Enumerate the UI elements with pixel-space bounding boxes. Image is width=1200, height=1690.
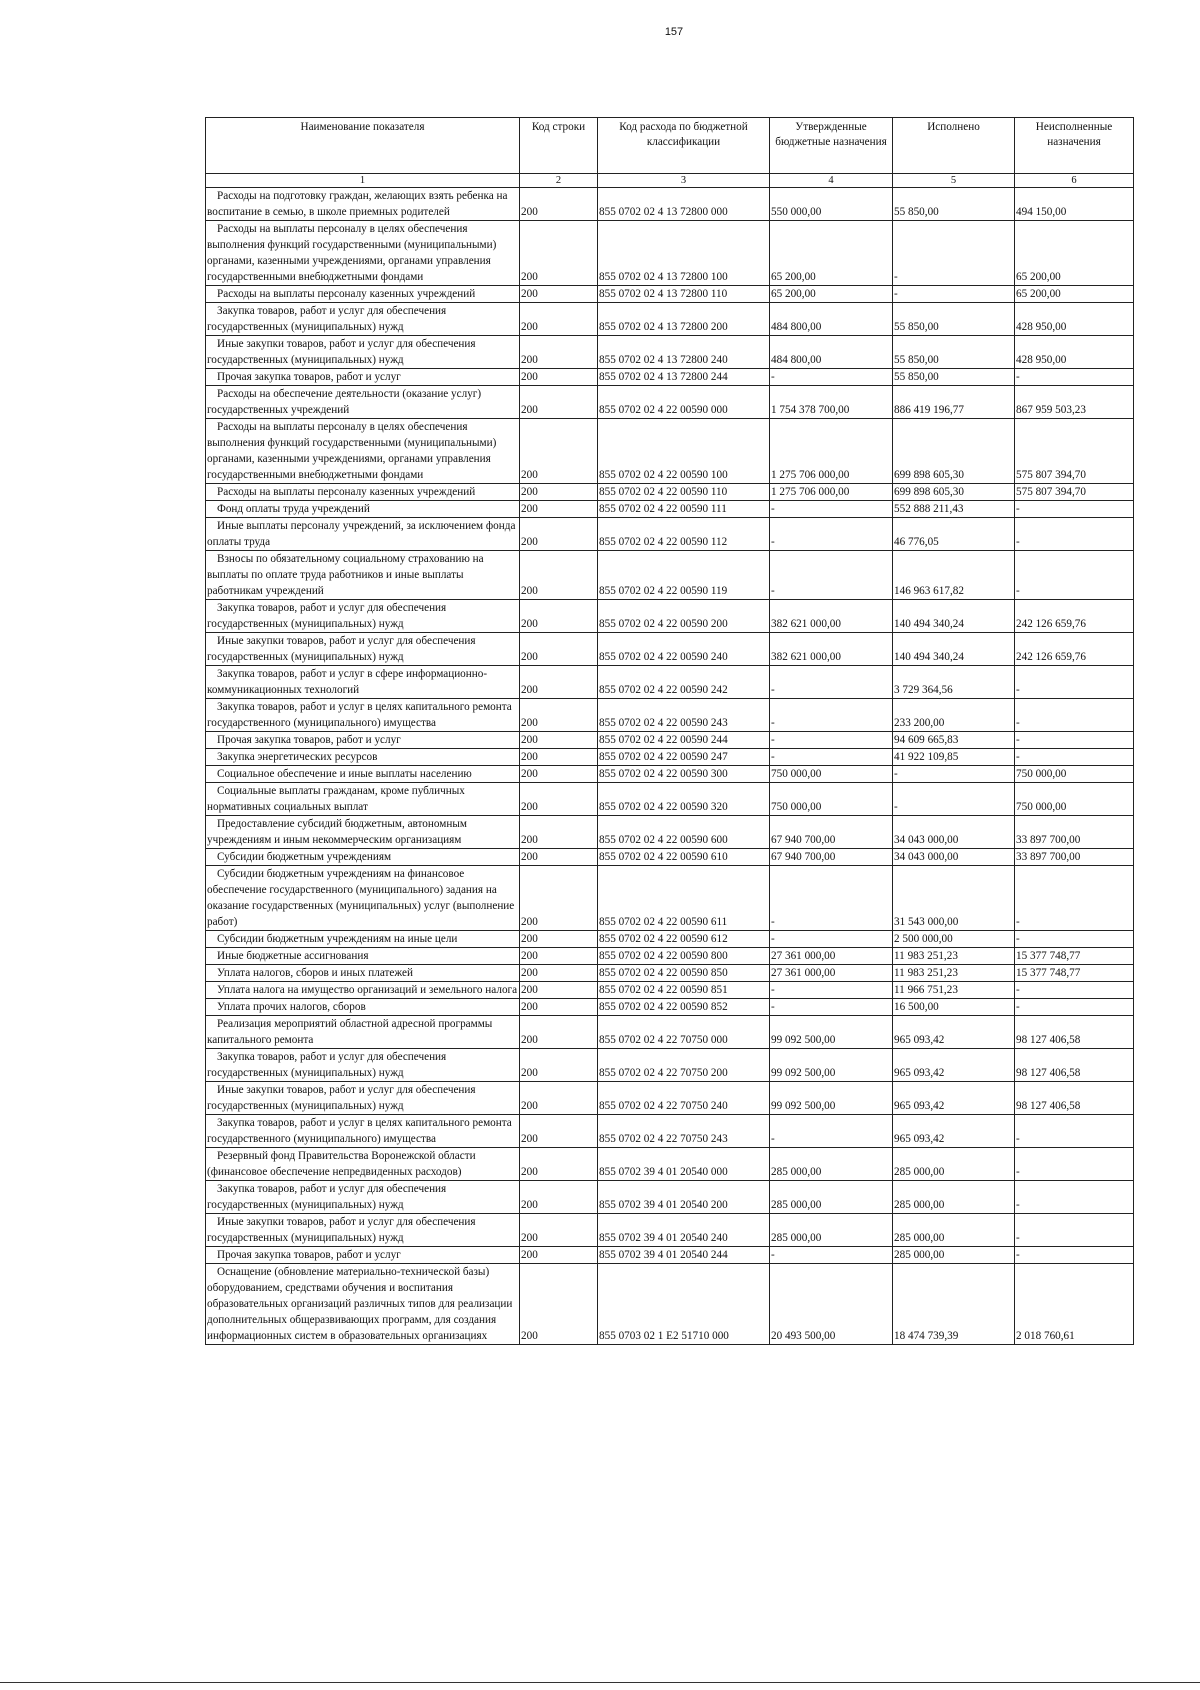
row-line-code: 200 xyxy=(520,1247,598,1264)
row-approved: - xyxy=(770,699,893,732)
row-approved: - xyxy=(770,866,893,931)
row-name: Иные выплаты персоналу учреждений, за исключением фонда оплаты труда xyxy=(206,518,520,551)
row-budget-code: 855 0702 02 4 22 00590 240 xyxy=(598,633,770,666)
row-approved: - xyxy=(770,666,893,699)
column-number: 3 xyxy=(598,174,770,188)
row-line-code: 200 xyxy=(520,931,598,948)
row-approved: 484 800,00 xyxy=(770,303,893,336)
row-unexecuted: - xyxy=(1015,501,1134,518)
table-row xyxy=(206,1181,1134,1214)
row-executed: 34 043 000,00 xyxy=(893,816,1015,849)
row-approved: 99 092 500,00 xyxy=(770,1016,893,1049)
row-unexecuted: 750 000,00 xyxy=(1015,783,1134,816)
row-name: Предоставление субсидий бюджетным, автономным учреждениям и иным некоммерческим организациям xyxy=(206,816,520,849)
row-name: Закупка товаров, работ и услуг для обеспечения государственных (муниципальных) нужд xyxy=(206,1049,520,1082)
table-row xyxy=(206,849,1134,866)
row-budget-code: 855 0702 02 4 22 00590 610 xyxy=(598,849,770,866)
row-line-code: 200 xyxy=(520,866,598,931)
row-name: Прочая закупка товаров, работ и услуг xyxy=(206,1247,520,1264)
row-line-code: 200 xyxy=(520,749,598,766)
table-row xyxy=(206,666,1134,699)
row-name: Уплата прочих налогов, сборов xyxy=(206,999,520,1016)
table-row xyxy=(206,1115,1134,1148)
row-line-code: 200 xyxy=(520,849,598,866)
row-budget-code: 855 0702 02 4 22 00590 247 xyxy=(598,749,770,766)
row-name: Закупка товаров, работ и услуг в сфере информационно-коммуникационных технологий xyxy=(206,666,520,699)
row-budget-code: 855 0702 02 4 22 00590 111 xyxy=(598,501,770,518)
row-budget-code: 855 0702 02 4 22 00590 300 xyxy=(598,766,770,783)
row-approved: 382 621 000,00 xyxy=(770,633,893,666)
row-line-code: 200 xyxy=(520,188,598,221)
row-executed: 140 494 340,24 xyxy=(893,600,1015,633)
row-executed: - xyxy=(893,783,1015,816)
row-unexecuted: 750 000,00 xyxy=(1015,766,1134,783)
row-name: Реализация мероприятий областной адресной программы капитального ремонта xyxy=(206,1016,520,1049)
row-unexecuted: 575 807 394,70 xyxy=(1015,484,1134,501)
row-unexecuted: 15 377 748,77 xyxy=(1015,948,1134,965)
row-approved: 750 000,00 xyxy=(770,766,893,783)
row-unexecuted: - xyxy=(1015,1148,1134,1181)
row-unexecuted: 242 126 659,76 xyxy=(1015,600,1134,633)
row-approved: 67 940 700,00 xyxy=(770,849,893,866)
header-unexecuted: Неисполненные назначения xyxy=(1015,118,1134,174)
row-approved: 65 200,00 xyxy=(770,221,893,286)
table-body xyxy=(206,188,1134,1345)
row-name: Закупка товаров, работ и услуг в целях капитального ремонта государственного (муниципального) имущества xyxy=(206,699,520,732)
row-line-code: 200 xyxy=(520,501,598,518)
row-unexecuted: 494 150,00 xyxy=(1015,188,1134,221)
row-unexecuted: - xyxy=(1015,369,1134,386)
row-budget-code: 855 0702 02 4 22 00590 611 xyxy=(598,866,770,931)
row-approved: 27 361 000,00 xyxy=(770,965,893,982)
row-unexecuted: - xyxy=(1015,866,1134,931)
row-unexecuted: 65 200,00 xyxy=(1015,286,1134,303)
row-executed: 18 474 739,39 xyxy=(893,1264,1015,1345)
row-name: Расходы на подготовку граждан, желающих взять ребенка на воспитание в семью, в школе приемных родителей xyxy=(206,188,520,221)
row-executed: 285 000,00 xyxy=(893,1247,1015,1264)
table-row xyxy=(206,1148,1134,1181)
row-unexecuted: - xyxy=(1015,699,1134,732)
row-budget-code: 855 0702 39 4 01 20540 244 xyxy=(598,1247,770,1264)
row-executed: 699 898 605,30 xyxy=(893,484,1015,501)
row-executed: 34 043 000,00 xyxy=(893,849,1015,866)
row-executed: 285 000,00 xyxy=(893,1148,1015,1181)
row-approved: - xyxy=(770,501,893,518)
column-number: 1 xyxy=(206,174,520,188)
row-budget-code: 855 0702 02 4 22 70750 243 xyxy=(598,1115,770,1148)
row-name: Резервный фонд Правительства Воронежской области (финансовое обеспечение непредвиденных расходов) xyxy=(206,1148,520,1181)
row-approved: - xyxy=(770,518,893,551)
row-unexecuted: - xyxy=(1015,666,1134,699)
row-approved: 382 621 000,00 xyxy=(770,600,893,633)
row-name: Социальное обеспечение и иные выплаты населению xyxy=(206,766,520,783)
row-name: Иные закупки товаров, работ и услуг для обеспечения государственных (муниципальных) нужд xyxy=(206,633,520,666)
row-budget-code: 855 0702 02 4 22 00590 612 xyxy=(598,931,770,948)
row-name: Расходы на выплаты персоналу в целях обеспечения выполнения функций государственными (муниципальными) органами, казенными учреждениями, органами управления государственными внебюджетными фондами xyxy=(206,221,520,286)
row-line-code: 200 xyxy=(520,816,598,849)
row-budget-code: 855 0702 39 4 01 20540 000 xyxy=(598,1148,770,1181)
row-budget-code: 855 0702 02 4 22 00590 110 xyxy=(598,484,770,501)
column-number-row xyxy=(206,174,1134,188)
row-executed: 46 776,05 xyxy=(893,518,1015,551)
table-row xyxy=(206,982,1134,999)
header-executed: Исполнено xyxy=(893,118,1015,174)
table-row xyxy=(206,866,1134,931)
row-name: Уплата налога на имущество организаций и земельного налога xyxy=(206,982,520,999)
row-executed: 965 093,42 xyxy=(893,1049,1015,1082)
row-executed: 552 888 211,43 xyxy=(893,501,1015,518)
table-row xyxy=(206,766,1134,783)
row-line-code: 200 xyxy=(520,948,598,965)
row-name: Закупка энергетических ресурсов xyxy=(206,749,520,766)
row-line-code: 200 xyxy=(520,303,598,336)
row-line-code: 200 xyxy=(520,600,598,633)
row-executed: - xyxy=(893,221,1015,286)
row-approved: - xyxy=(770,749,893,766)
row-unexecuted: - xyxy=(1015,1115,1134,1148)
table-row xyxy=(206,999,1134,1016)
row-budget-code: 855 0702 02 4 22 00590 000 xyxy=(598,386,770,419)
row-budget-code: 855 0702 02 4 22 00590 119 xyxy=(598,551,770,600)
row-budget-code: 855 0702 02 4 22 70750 200 xyxy=(598,1049,770,1082)
row-unexecuted: - xyxy=(1015,1181,1134,1214)
row-line-code: 200 xyxy=(520,286,598,303)
row-executed: 41 922 109,85 xyxy=(893,749,1015,766)
row-name: Расходы на обеспечение деятельности (оказание услуг) государственных учреждений xyxy=(206,386,520,419)
row-name: Оснащение (обновление материально-технической базы) оборудованием, средствами обучения и воспитания образовательных организаций различных типов для реализации дополнительных общеразвивающих программ, для создания информационных систем в образовательных организациях xyxy=(206,1264,520,1345)
row-budget-code: 855 0702 02 4 22 00590 850 xyxy=(598,965,770,982)
header-code: Код расхода по бюджетной классификации xyxy=(598,118,770,174)
row-executed: 55 850,00 xyxy=(893,188,1015,221)
row-approved: 285 000,00 xyxy=(770,1148,893,1181)
row-executed: 55 850,00 xyxy=(893,369,1015,386)
row-name: Субсидии бюджетным учреждениям xyxy=(206,849,520,866)
row-executed: 285 000,00 xyxy=(893,1181,1015,1214)
row-name: Закупка товаров, работ и услуг для обеспечения государственных (муниципальных) нужд xyxy=(206,1181,520,1214)
row-executed: 2 500 000,00 xyxy=(893,931,1015,948)
row-name: Иные закупки товаров, работ и услуг для обеспечения государственных (муниципальных) нужд xyxy=(206,1082,520,1115)
row-executed: 699 898 605,30 xyxy=(893,419,1015,484)
row-unexecuted: - xyxy=(1015,1247,1134,1264)
row-line-code: 200 xyxy=(520,369,598,386)
row-line-code: 200 xyxy=(520,783,598,816)
row-unexecuted: 98 127 406,58 xyxy=(1015,1049,1134,1082)
row-name: Иные закупки товаров, работ и услуг для обеспечения государственных (муниципальных) нужд xyxy=(206,336,520,369)
row-line-code: 200 xyxy=(520,1082,598,1115)
row-budget-code: 855 0702 02 4 22 70750 240 xyxy=(598,1082,770,1115)
row-executed: - xyxy=(893,286,1015,303)
table-row xyxy=(206,783,1134,816)
table-row xyxy=(206,484,1134,501)
header-row xyxy=(206,118,1134,174)
row-budget-code: 855 0702 02 4 22 00590 800 xyxy=(598,948,770,965)
table-row xyxy=(206,221,1134,286)
row-name: Прочая закупка товаров, работ и услуг xyxy=(206,732,520,749)
row-line-code: 200 xyxy=(520,1214,598,1247)
row-name: Закупка товаров, работ и услуг для обеспечения государственных (муниципальных) нужд xyxy=(206,303,520,336)
row-unexecuted: 33 897 700,00 xyxy=(1015,849,1134,866)
table-row xyxy=(206,948,1134,965)
table-row xyxy=(206,551,1134,600)
row-approved: 1 754 378 700,00 xyxy=(770,386,893,419)
row-budget-code: 855 0702 02 4 22 70750 000 xyxy=(598,1016,770,1049)
row-unexecuted: 575 807 394,70 xyxy=(1015,419,1134,484)
row-name: Закупка товаров, работ и услуг для обеспечения государственных (муниципальных) нужд xyxy=(206,600,520,633)
row-line-code: 200 xyxy=(520,419,598,484)
row-unexecuted: 98 127 406,58 xyxy=(1015,1016,1134,1049)
row-executed: 55 850,00 xyxy=(893,336,1015,369)
row-executed: 31 543 000,00 xyxy=(893,866,1015,931)
row-approved: - xyxy=(770,732,893,749)
row-name: Субсидии бюджетным учреждениям на финансовое обеспечение государственного (муниципального) задания на оказание государственных (муниципальных) услуг (выполнение работ) xyxy=(206,866,520,931)
table-row xyxy=(206,501,1134,518)
table-row xyxy=(206,1247,1134,1264)
row-line-code: 200 xyxy=(520,982,598,999)
row-line-code: 200 xyxy=(520,1115,598,1148)
row-name: Расходы на выплаты персоналу казенных учреждений xyxy=(206,286,520,303)
row-executed: 965 093,42 xyxy=(893,1016,1015,1049)
report-table xyxy=(205,117,1134,1345)
row-unexecuted: 15 377 748,77 xyxy=(1015,965,1134,982)
row-unexecuted: - xyxy=(1015,999,1134,1016)
row-line-code: 200 xyxy=(520,999,598,1016)
row-budget-code: 855 0702 02 4 22 00590 244 xyxy=(598,732,770,749)
row-approved: 27 361 000,00 xyxy=(770,948,893,965)
header-approved: Утвержденные бюджетные назначения xyxy=(770,118,893,174)
table-row xyxy=(206,419,1134,484)
row-budget-code: 855 0702 02 4 13 72800 200 xyxy=(598,303,770,336)
row-name: Уплата налогов, сборов и иных платежей xyxy=(206,965,520,982)
row-line-code: 200 xyxy=(520,551,598,600)
row-budget-code: 855 0702 02 4 22 00590 100 xyxy=(598,419,770,484)
row-budget-code: 855 0702 02 4 13 72800 244 xyxy=(598,369,770,386)
row-approved: 1 275 706 000,00 xyxy=(770,419,893,484)
header-name: Наименование показателя xyxy=(206,118,520,174)
table-row xyxy=(206,633,1134,666)
page-number: 157 xyxy=(664,26,684,38)
row-approved: 484 800,00 xyxy=(770,336,893,369)
table-row xyxy=(206,303,1134,336)
row-executed: 140 494 340,24 xyxy=(893,633,1015,666)
row-executed: 11 966 751,23 xyxy=(893,982,1015,999)
row-line-code: 200 xyxy=(520,766,598,783)
row-executed: - xyxy=(893,766,1015,783)
table-row xyxy=(206,1082,1134,1115)
row-line-code: 200 xyxy=(520,699,598,732)
row-executed: 146 963 617,82 xyxy=(893,551,1015,600)
row-unexecuted: 2 018 760,61 xyxy=(1015,1264,1134,1345)
row-budget-code: 855 0703 02 1 E2 51710 000 xyxy=(598,1264,770,1345)
row-approved: 99 092 500,00 xyxy=(770,1049,893,1082)
row-unexecuted: 867 959 503,23 xyxy=(1015,386,1134,419)
row-approved: 65 200,00 xyxy=(770,286,893,303)
row-budget-code: 855 0702 02 4 22 00590 852 xyxy=(598,999,770,1016)
row-line-code: 200 xyxy=(520,484,598,501)
table-row xyxy=(206,732,1134,749)
row-unexecuted: - xyxy=(1015,551,1134,600)
table-row xyxy=(206,1016,1134,1049)
row-line-code: 200 xyxy=(520,633,598,666)
row-budget-code: 855 0702 02 4 22 00590 200 xyxy=(598,600,770,633)
row-line-code: 200 xyxy=(520,518,598,551)
row-line-code: 200 xyxy=(520,386,598,419)
row-executed: 285 000,00 xyxy=(893,1214,1015,1247)
row-name: Взносы по обязательному социальному страхованию на выплаты по оплате труда работников и иные выплаты работникам учреждений xyxy=(206,551,520,600)
row-approved: 1 275 706 000,00 xyxy=(770,484,893,501)
row-line-code: 200 xyxy=(520,1264,598,1345)
table-row xyxy=(206,518,1134,551)
row-approved: 99 092 500,00 xyxy=(770,1082,893,1115)
row-line-code: 200 xyxy=(520,1181,598,1214)
row-approved: - xyxy=(770,999,893,1016)
table-row xyxy=(206,1049,1134,1082)
row-budget-code: 855 0702 02 4 22 00590 851 xyxy=(598,982,770,999)
row-line-code: 200 xyxy=(520,221,598,286)
row-executed: 965 093,42 xyxy=(893,1082,1015,1115)
table-row xyxy=(206,286,1134,303)
row-executed: 55 850,00 xyxy=(893,303,1015,336)
row-approved: - xyxy=(770,1115,893,1148)
table-row xyxy=(206,931,1134,948)
row-executed: 233 200,00 xyxy=(893,699,1015,732)
column-number: 5 xyxy=(893,174,1015,188)
table-row xyxy=(206,188,1134,221)
row-unexecuted: - xyxy=(1015,732,1134,749)
row-executed: 16 500,00 xyxy=(893,999,1015,1016)
row-name: Субсидии бюджетным учреждениям на иные цели xyxy=(206,931,520,948)
row-unexecuted: - xyxy=(1015,931,1134,948)
row-approved: 285 000,00 xyxy=(770,1181,893,1214)
row-name: Иные бюджетные ассигнования xyxy=(206,948,520,965)
row-approved: 20 493 500,00 xyxy=(770,1264,893,1345)
table-row xyxy=(206,1264,1134,1345)
row-budget-code: 855 0702 02 4 22 00590 600 xyxy=(598,816,770,849)
row-approved: - xyxy=(770,551,893,600)
row-name: Прочая закупка товаров, работ и услуг xyxy=(206,369,520,386)
table-row xyxy=(206,600,1134,633)
table-row xyxy=(206,749,1134,766)
row-name: Социальные выплаты гражданам, кроме публичных нормативных социальных выплат xyxy=(206,783,520,816)
row-unexecuted: 428 950,00 xyxy=(1015,336,1134,369)
row-line-code: 200 xyxy=(520,732,598,749)
column-number: 6 xyxy=(1015,174,1134,188)
row-executed: 11 983 251,23 xyxy=(893,965,1015,982)
row-name: Закупка товаров, работ и услуг в целях капитального ремонта государственного (муниципального) имущества xyxy=(206,1115,520,1148)
row-executed: 11 983 251,23 xyxy=(893,948,1015,965)
row-budget-code: 855 0702 02 4 13 72800 110 xyxy=(598,286,770,303)
row-unexecuted: 98 127 406,58 xyxy=(1015,1082,1134,1115)
row-budget-code: 855 0702 39 4 01 20540 200 xyxy=(598,1181,770,1214)
row-unexecuted: - xyxy=(1015,749,1134,766)
row-budget-code: 855 0702 02 4 22 00590 243 xyxy=(598,699,770,732)
row-budget-code: 855 0702 02 4 13 72800 240 xyxy=(598,336,770,369)
row-budget-code: 855 0702 02 4 22 00590 112 xyxy=(598,518,770,551)
row-line-code: 200 xyxy=(520,666,598,699)
row-budget-code: 855 0702 02 4 22 00590 242 xyxy=(598,666,770,699)
row-line-code: 200 xyxy=(520,336,598,369)
row-unexecuted: 33 897 700,00 xyxy=(1015,816,1134,849)
row-approved: - xyxy=(770,931,893,948)
table-row xyxy=(206,1214,1134,1247)
row-unexecuted: - xyxy=(1015,1214,1134,1247)
row-line-code: 200 xyxy=(520,965,598,982)
column-number: 4 xyxy=(770,174,893,188)
row-line-code: 200 xyxy=(520,1016,598,1049)
row-budget-code: 855 0702 39 4 01 20540 240 xyxy=(598,1214,770,1247)
row-name: Иные закупки товаров, работ и услуг для обеспечения государственных (муниципальных) нужд xyxy=(206,1214,520,1247)
table-row xyxy=(206,816,1134,849)
row-approved: 285 000,00 xyxy=(770,1214,893,1247)
row-line-code: 200 xyxy=(520,1049,598,1082)
table-row xyxy=(206,699,1134,732)
row-budget-code: 855 0702 02 4 22 00590 320 xyxy=(598,783,770,816)
row-unexecuted: 65 200,00 xyxy=(1015,221,1134,286)
row-executed: 886 419 196,77 xyxy=(893,386,1015,419)
row-approved: 67 940 700,00 xyxy=(770,816,893,849)
row-name: Расходы на выплаты персоналу в целях обеспечения выполнения функций государственными (муниципальными) органами, казенными учреждениями, органами управления государственными внебюджетными фондами xyxy=(206,419,520,484)
column-number: 2 xyxy=(520,174,598,188)
row-unexecuted: 428 950,00 xyxy=(1015,303,1134,336)
row-line-code: 200 xyxy=(520,1148,598,1181)
row-name: Фонд оплаты труда учреждений xyxy=(206,501,520,518)
row-approved: - xyxy=(770,369,893,386)
header-code-row: Код строки xyxy=(520,118,598,174)
row-approved: - xyxy=(770,982,893,999)
row-approved: 550 000,00 xyxy=(770,188,893,221)
row-unexecuted: 242 126 659,76 xyxy=(1015,633,1134,666)
table-row xyxy=(206,336,1134,369)
table-row xyxy=(206,369,1134,386)
page-bottom-rule xyxy=(0,1682,1200,1683)
row-budget-code: 855 0702 02 4 13 72800 100 xyxy=(598,221,770,286)
row-unexecuted: - xyxy=(1015,982,1134,999)
row-unexecuted: - xyxy=(1015,518,1134,551)
table-row xyxy=(206,965,1134,982)
row-executed: 965 093,42 xyxy=(893,1115,1015,1148)
row-approved: - xyxy=(770,1247,893,1264)
table-row xyxy=(206,386,1134,419)
row-name: Расходы на выплаты персоналу казенных учреждений xyxy=(206,484,520,501)
row-executed: 94 609 665,83 xyxy=(893,732,1015,749)
row-executed: 3 729 364,56 xyxy=(893,666,1015,699)
row-budget-code: 855 0702 02 4 13 72800 000 xyxy=(598,188,770,221)
row-approved: 750 000,00 xyxy=(770,783,893,816)
